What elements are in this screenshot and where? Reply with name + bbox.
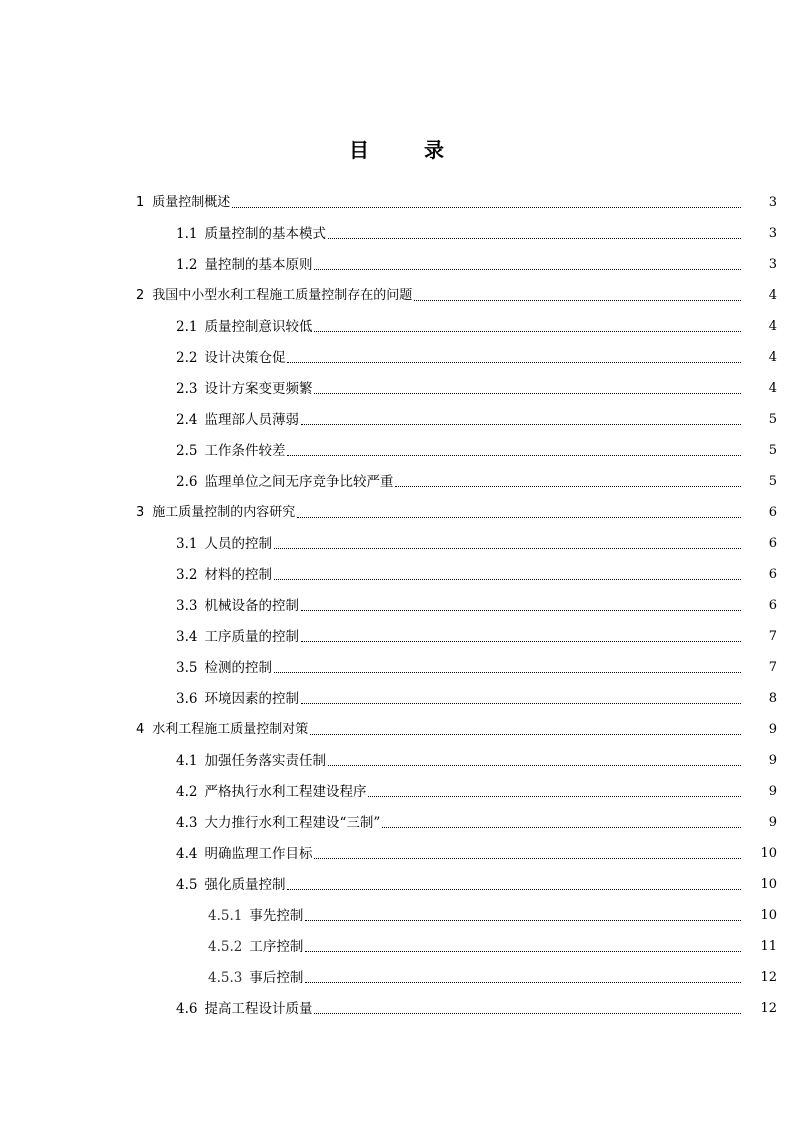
toc-entry[interactable] (0, 807, 793, 838)
toc-entry-title: 质量控制概述 (152, 195, 231, 210)
toc-entry[interactable] (0, 590, 793, 621)
toc-entry-number: 4.5.3 (208, 970, 243, 986)
dot-leader (301, 424, 741, 425)
toc-entry-page-number: 3 (768, 195, 777, 210)
toc-entry-page-number: 4 (768, 319, 777, 334)
toc-entry-title: 监理部人员薄弱 (204, 412, 299, 428)
dot-leader (301, 610, 741, 611)
toc-entry-title: 环境因素的控制 (204, 691, 299, 707)
toc-entry-title: 事后控制 (249, 970, 304, 986)
toc-entry[interactable] (0, 869, 793, 900)
toc-entry-number: 4 (136, 722, 145, 737)
toc-entry[interactable] (0, 466, 793, 497)
toc-entry[interactable] (0, 187, 793, 218)
toc-entry-title: 监理单位之间无序竞争比较严重 (204, 474, 394, 490)
toc-entry-number: 3.2 (176, 567, 198, 583)
toc-entry-page-number: 5 (768, 474, 777, 489)
dot-leader (305, 951, 741, 952)
toc-entry-number: 3.4 (176, 629, 198, 645)
toc-entry-number: 4.4 (176, 846, 198, 862)
dot-leader (232, 207, 741, 208)
toc-entry-number: 4.6 (176, 1001, 198, 1017)
page-title: 目 录 (349, 138, 468, 163)
toc-entry-title: 机械设备的控制 (204, 598, 299, 614)
toc-entry-number: 3.5 (176, 660, 198, 676)
toc-entry[interactable] (0, 745, 793, 776)
toc-entry-page-number: 9 (768, 815, 777, 830)
toc-entry[interactable] (0, 776, 793, 807)
toc-entry-number: 2.2 (176, 350, 198, 366)
toc-entry[interactable] (0, 838, 793, 869)
toc-entry-page-number: 9 (768, 722, 777, 737)
toc-entry-number: 3 (136, 505, 145, 520)
toc-entry-number: 2.1 (176, 319, 198, 335)
toc-entry[interactable] (0, 900, 793, 931)
toc-entry-title: 人员的控制 (204, 536, 272, 552)
toc-entry-page-number: 6 (768, 567, 777, 582)
dot-leader (328, 238, 741, 239)
toc-entry-title: 强化质量控制 (204, 877, 286, 893)
toc-entry[interactable] (0, 714, 793, 745)
toc-entry-page-number: 10 (760, 846, 777, 861)
toc-entry-page-number: 7 (768, 629, 777, 644)
toc-entry-number: 3.3 (176, 598, 198, 614)
dot-leader (314, 1013, 741, 1014)
toc-entry-title: 设计决策仓促 (204, 350, 286, 366)
dot-leader (328, 765, 741, 766)
toc-entry-page-number: 6 (768, 505, 777, 520)
toc-entry-title: 施工质量控制的内容研究 (152, 505, 296, 520)
toc-entry-page-number: 10 (760, 877, 777, 892)
toc-entry-page-number: 5 (768, 443, 777, 458)
toc-entry-page-number: 3 (768, 226, 777, 241)
toc-entry-title: 质量控制的基本模式 (204, 226, 326, 242)
dot-leader (301, 641, 741, 642)
toc-entry-page-number: 5 (768, 412, 777, 427)
toc-entry-page-number: 9 (768, 753, 777, 768)
toc-entry[interactable] (0, 993, 793, 1024)
toc-entry-page-number: 8 (768, 691, 777, 706)
toc-entry-title: 量控制的基本原则 (204, 257, 313, 273)
toc-entry[interactable] (0, 528, 793, 559)
toc-entry[interactable] (0, 373, 793, 404)
toc-entry-number: 4.3 (176, 815, 198, 831)
toc-entry-page-number: 6 (768, 536, 777, 551)
toc-entry-number: 2 (136, 288, 145, 303)
toc-entry[interactable] (0, 652, 793, 683)
dot-leader (301, 703, 741, 704)
toc-entry[interactable] (0, 559, 793, 590)
toc-entry-number: 4.2 (176, 784, 198, 800)
dot-leader (395, 486, 741, 487)
toc-entry-number: 4.5 (176, 877, 198, 893)
toc-entry-title: 提高工程设计质量 (204, 1001, 313, 1017)
toc-entry[interactable] (0, 683, 793, 714)
toc-entry[interactable] (0, 931, 793, 962)
toc-entry-page-number: 4 (768, 381, 777, 396)
toc-entry-page-number: 4 (768, 350, 777, 365)
dot-leader (274, 579, 741, 580)
toc-entry-title: 加强任务落实责任制 (204, 753, 326, 769)
toc-entry[interactable] (0, 962, 793, 993)
toc-entry-title: 大力推行水利工程建设“三制” (204, 815, 381, 831)
toc-entry-number: 2.5 (176, 443, 198, 459)
toc-entry[interactable] (0, 280, 793, 311)
dot-leader (382, 827, 741, 828)
toc-entry-number: 1.1 (176, 226, 198, 242)
toc-entry-page-number: 10 (760, 908, 777, 923)
dot-leader (305, 920, 741, 921)
toc-entry-number: 3.6 (176, 691, 198, 707)
toc-entry-page-number: 9 (768, 784, 777, 799)
toc-entry-number: 1 (136, 195, 145, 210)
dot-leader (287, 889, 741, 890)
toc-entry[interactable] (0, 218, 793, 249)
dot-leader (287, 455, 741, 456)
toc-entry-title: 我国中小型水利工程施工质量控制存在的问题 (152, 288, 413, 303)
table-of-contents (0, 187, 793, 1024)
dot-leader (414, 300, 741, 301)
dot-leader (274, 548, 741, 549)
toc-entry-title: 材料的控制 (204, 567, 272, 583)
toc-entry-page-number: 4 (768, 288, 777, 303)
toc-entry[interactable] (0, 404, 793, 435)
toc-entry-title: 工序质量的控制 (204, 629, 299, 645)
toc-entry-title: 明确监理工作目标 (204, 846, 313, 862)
toc-entry-number: 3.1 (176, 536, 198, 552)
toc-entry-title: 水利工程施工质量控制对策 (152, 722, 309, 737)
toc-entry-title: 检测的控制 (204, 660, 272, 676)
dot-leader (305, 982, 741, 983)
toc-entry-number: 4.5.1 (208, 908, 243, 924)
dot-leader (314, 269, 741, 270)
toc-entry-title: 质量控制意识较低 (204, 319, 313, 335)
toc-entry-number: 4.5.2 (208, 939, 243, 955)
dot-leader (314, 393, 741, 394)
toc-entry-title: 工作条件较差 (204, 443, 286, 459)
dot-leader (310, 734, 741, 735)
toc-entry[interactable] (0, 249, 793, 280)
toc-entry[interactable] (0, 621, 793, 652)
toc-entry[interactable] (0, 435, 793, 466)
toc-entry-number: 4.1 (176, 753, 198, 769)
toc-entry-page-number: 6 (768, 598, 777, 613)
toc-entry-page-number: 11 (760, 939, 777, 954)
toc-entry-title: 事先控制 (249, 908, 304, 924)
toc-entry-title: 工序控制 (249, 939, 304, 955)
toc-entry-page-number: 12 (760, 1001, 777, 1016)
dot-leader (274, 672, 741, 673)
dot-leader (287, 362, 741, 363)
toc-entry-title: 严格执行水利工程建设程序 (204, 784, 367, 800)
dot-leader (297, 517, 741, 518)
toc-entry[interactable] (0, 311, 793, 342)
toc-entry-page-number: 7 (768, 660, 777, 675)
dot-leader (314, 331, 741, 332)
toc-entry-number: 1.2 (176, 257, 198, 273)
dot-leader (368, 796, 741, 797)
toc-entry-title: 设计方案变更频繁 (204, 381, 313, 397)
toc-entry[interactable] (0, 497, 793, 528)
dot-leader (314, 858, 741, 859)
toc-entry-page-number: 12 (760, 970, 777, 985)
toc-entry[interactable] (0, 342, 793, 373)
toc-entry-number: 2.4 (176, 412, 198, 428)
toc-entry-page-number: 3 (768, 257, 777, 272)
toc-entry-number: 2.3 (176, 381, 198, 397)
toc-entry-number: 2.6 (176, 474, 198, 490)
